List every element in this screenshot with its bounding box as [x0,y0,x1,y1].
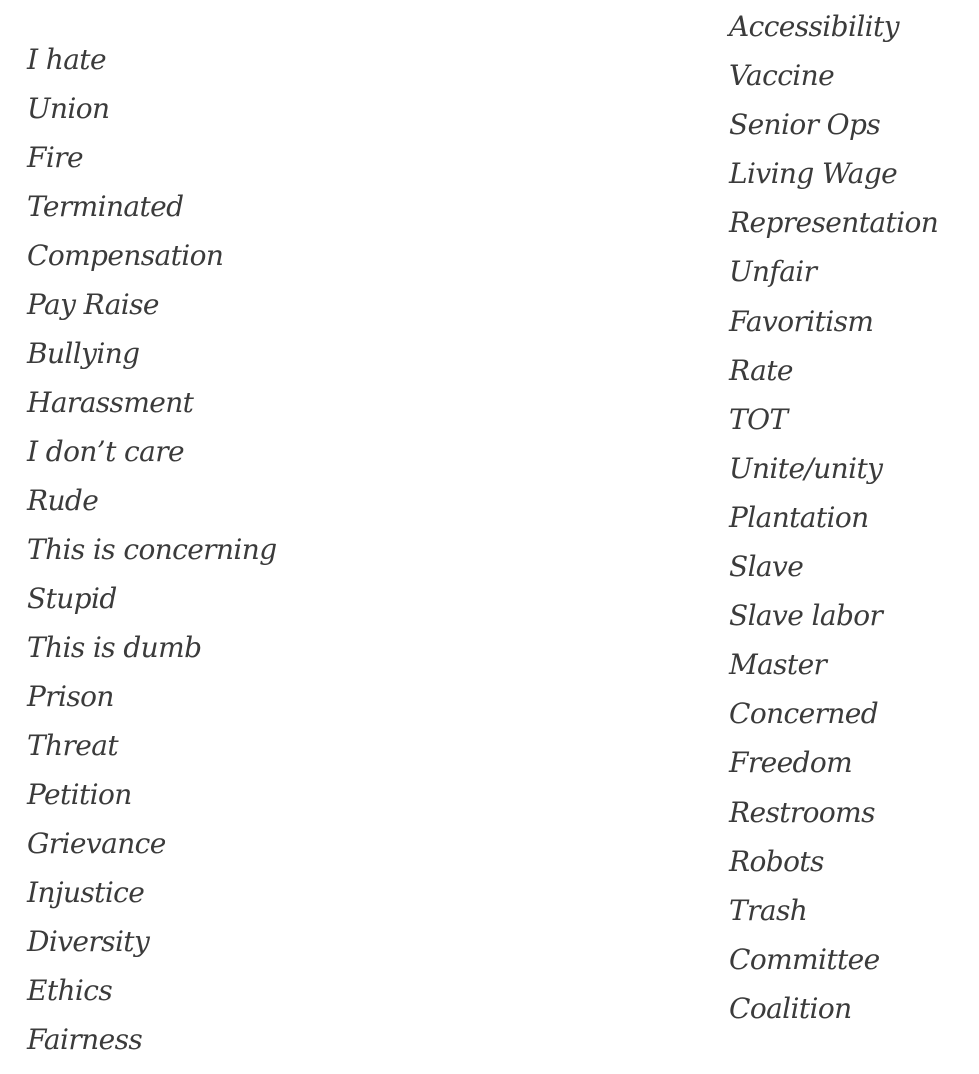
list-item: Unfair [729,255,817,289]
list-item: Grievance [27,827,166,860]
list-item: Robots [729,844,824,878]
list-item: Prison [27,680,114,713]
list-item: Petition [27,778,132,811]
list-item: Slave labor [729,599,883,633]
list-item: Living Wage [729,157,898,191]
list-item: Slave [729,550,804,584]
list-item: Compensation [27,239,224,272]
list-item: Favoritism [729,304,874,338]
list-item: Threat [27,729,119,762]
list-item: Union [27,92,110,125]
list-item: I don’t care [27,435,184,468]
list-item: This is dumb [27,631,202,664]
list-item: Fairness [27,1023,143,1056]
list-item: Concerned [729,697,879,731]
list-item: Pay Raise [27,288,159,321]
list-item: Master [729,648,827,682]
list-item: Senior Ops [729,108,881,142]
list-item: Vaccine [729,59,835,93]
list-item: Stupid [27,582,117,615]
list-item: Plantation [729,500,869,534]
list-item: Coalition [729,991,852,1025]
list-item: Harassment [27,386,194,419]
list-item: Rude [27,484,99,517]
list-item: Injustice [27,876,145,909]
list-item: This is concerning [27,533,277,566]
list-item: Unite/unity [729,451,883,485]
list-item: Bullying [27,337,140,370]
list-item: I hate [27,43,106,76]
list-item: Rate [729,353,793,387]
list-item: Fire [27,141,83,174]
right-word-list [729,2,974,1033]
list-item: Terminated [27,190,184,223]
list-item: Diversity [27,925,150,958]
list-item: Restrooms [729,795,875,829]
list-item: Freedom [729,746,853,780]
left-word-list [27,35,447,1064]
list-item: Committee [729,942,880,976]
list-item: Accessibility [729,10,899,43]
list-item: Ethics [27,974,113,1007]
list-item: Representation [729,206,939,240]
list-item: Trash [729,893,808,927]
list-item: TOT [729,402,788,436]
